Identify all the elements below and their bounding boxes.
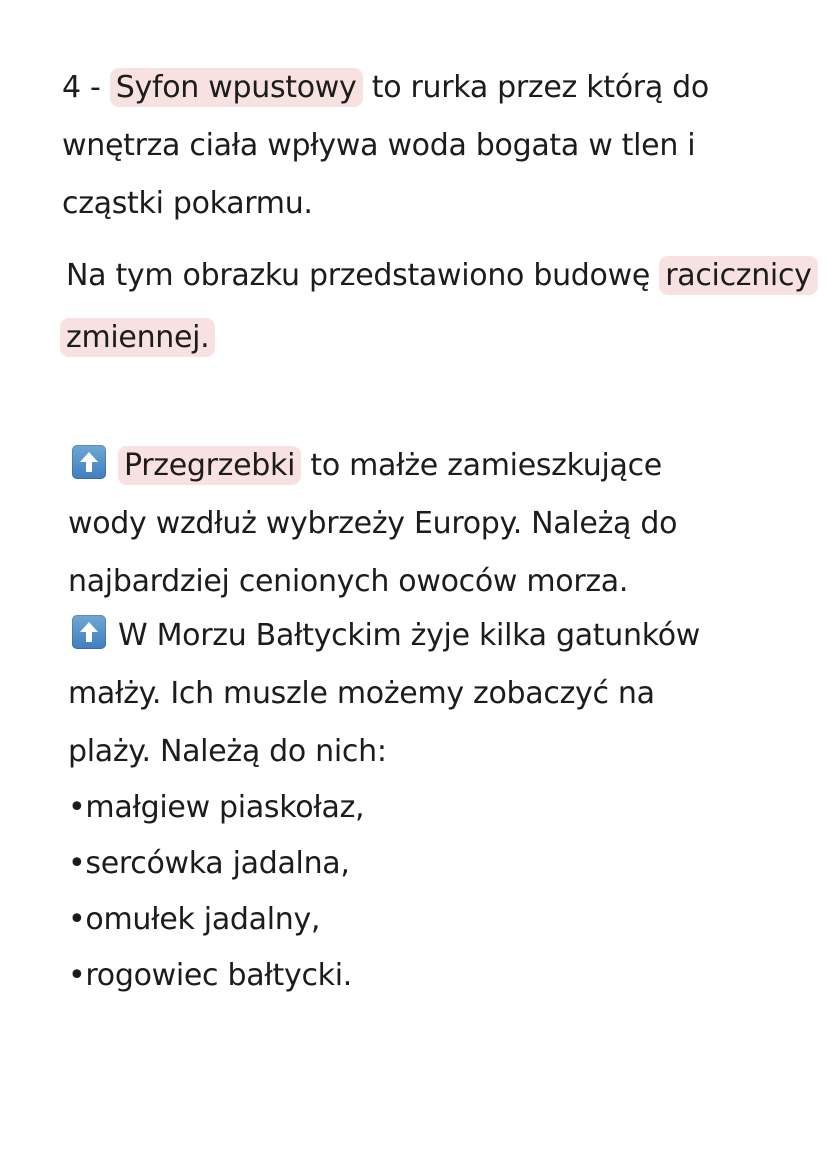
fact-1-line-3: najbardziej cenionych owoców morza. [68,564,629,599]
fact-2-line-1-text: W Morzu Bałtyckim żyje kilka gatunków [118,618,700,653]
zmiennej-highlight: zmiennej. [60,318,215,357]
up-arrow-icon [72,445,106,479]
fact-1-line-1-rest: to małże zamieszkujące [301,448,662,483]
image-desc-line-1 [66,254,818,298]
fact-2-line-1 [72,614,700,658]
fact-1-line-2: wody wzdłuż wybrzeży Europy. Należą do [68,506,678,541]
racicznica-highlight: racicznicy [659,256,817,295]
list-item: •rogowiec bałtycki. [68,958,352,993]
image-desc-text: Na tym obrazku przedstawiono budowę [66,258,660,293]
syfon-line-3: cząstki pokarmu. [62,186,313,221]
przegrzebki-highlight: Przegrzebki [118,446,301,485]
syfon-line-1 [62,66,709,110]
fact-2-line-2: małży. Ich muszle możemy zobaczyć na [68,676,655,711]
list-item: •sercówka jadalna, [68,846,350,881]
syfon-line-2: wnętrza ciała wpływa woda bogata w tlen i [62,128,696,163]
fact-1-line-1 [72,444,662,488]
syfon-line-1-rest: to rurka przez którą do [362,70,709,105]
syfon-number: 4 - [62,70,110,105]
fact-2-line-3: plaży. Należą do nich: [68,734,387,769]
image-desc-line-2 [60,316,215,360]
list-item: •omułek jadalny, [68,902,321,937]
up-arrow-icon [72,615,106,649]
list-item: •małgiew piaskołaz, [68,790,365,825]
syfon-highlight: Syfon wpustowy [110,68,363,107]
